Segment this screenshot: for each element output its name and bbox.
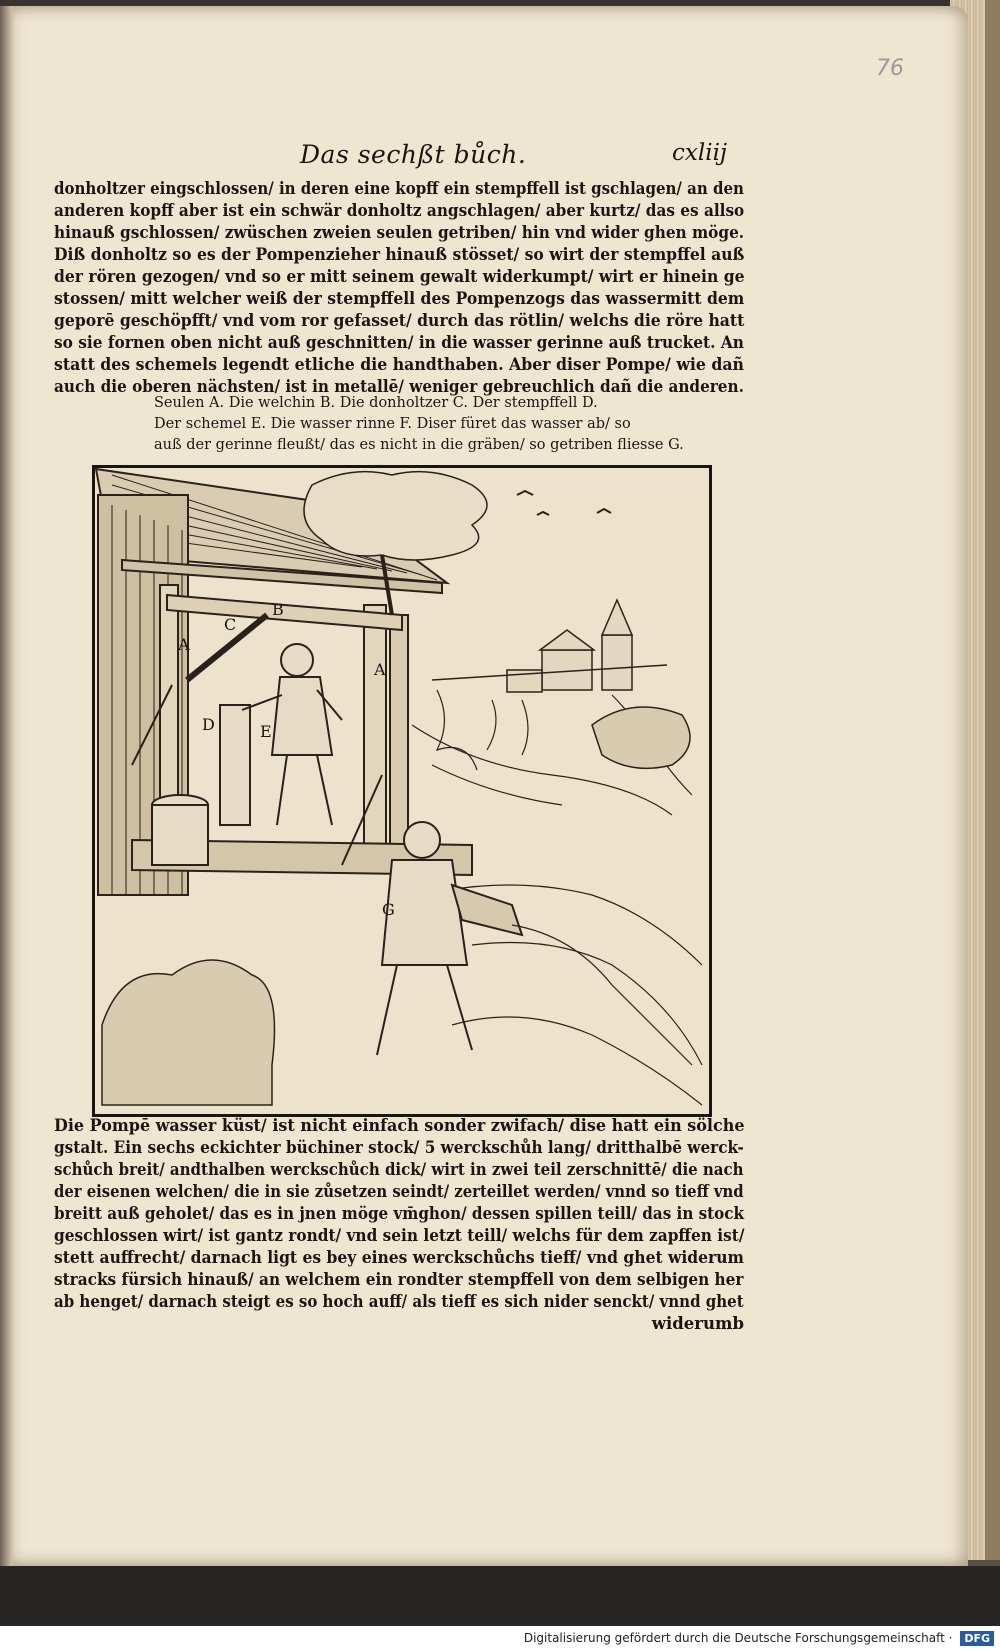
paragraph-top [54, 178, 744, 398]
dfg-logo: DFG [960, 1631, 994, 1646]
gutter-shadow [0, 6, 14, 1566]
figure-legend [154, 393, 684, 456]
letter-b: B [272, 600, 284, 619]
letter-g: G [382, 900, 395, 919]
text-line: Diß donholtz so es der Pompenzieher hinauß stösset/ so wirt der stempffel auß [54, 245, 745, 264]
text-line: donholtzer eingschlossen/ in deren eine kopff ein stempffell ist gschlagen/ an den [54, 179, 744, 198]
text-line: geschlossen wirt/ ist gantz rondt/ vnd sein letzt teill/ welchs für dem zapffen ist/ [54, 1226, 745, 1245]
pencil-page-number: 76 [876, 56, 904, 81]
letter-d: D [202, 715, 215, 734]
text-line: ab henget/ darnach steigt es so hoch auff/ als tieff es sich nider senckt/ vnnd ghet [54, 1292, 744, 1311]
text-line: schůch breit/ andthalben werckschůch dick/ wirt in zwei teil zerschnittē/ die nach [54, 1160, 744, 1179]
paragraph-bottom [54, 1115, 744, 1335]
letter-a-right: A [374, 660, 386, 679]
catchword: widerumb [651, 1314, 744, 1333]
text-line: stossen/ mitt welcher weiß der stempffell des Pompenzogs das wassermitt dem [54, 289, 745, 308]
text-line: der rören gezogen/ vnd so er mitt seinem gewalt widerkumpt/ wirt er hinein ge [54, 267, 745, 286]
legend-line: auß der gerinne fleußt/ das es nicht in die gräben/ so getriben fliesse G. [154, 437, 684, 453]
text-line: hinauß gschlossen/ zwüschen zweien seulen getriben/ hin vnd wider ghen möge. [54, 223, 745, 242]
digitization-credit: Digitalisierung gefördert durch die Deutsche Forschungsgemeinschaft · [523, 1631, 953, 1645]
legend-line: Der schemel E. Die wasser rinne F. Diser füret das wasser ab/ so [154, 416, 631, 432]
book-cover-edge [985, 0, 1000, 1560]
text-line: gstalt. Ein sechs eckichter büchiner stock/ 5 werckschůh lang/ dritthalbē werck- [54, 1138, 744, 1157]
digitization-footer [0, 1626, 1000, 1651]
woodcut-illustration [92, 465, 712, 1117]
text-line: geporē geschöpfft/ vnd vom ror gefasset/ durch das rötlin/ welchs die röre hatt [54, 311, 745, 330]
text-line: stracks fürsich hinauß/ an welchem ein rondter stempffell von dem selbigen her [54, 1270, 744, 1289]
letter-a-left: A [178, 635, 190, 654]
text-line: stett auffrecht/ darnach ligt es bey eines werckschůchs tieff/ vnd ghet widerum [54, 1248, 744, 1267]
folio-number: cxliij [672, 140, 728, 166]
letter-c: C [224, 615, 237, 634]
text-line: auch die oberen nächsten/ ist in metallē/ weniger gebreuchlich dañ die anderen. [54, 377, 744, 396]
legend-line: Seulen A. Die welchin B. Die donholtzer C. Der stempffell D. [154, 395, 598, 411]
text-line: breitt auß geholet/ das es in jnen möge vm̄ghon/ dessen spillen teill/ das in stock [54, 1204, 745, 1223]
scan-bottom-border [0, 1566, 1000, 1626]
text-line: statt des schemels legendt etliche die handthaben. Aber diser Pompe/ wie dañ [54, 355, 744, 374]
text-line: so sie fornen oben nicht auß geschnitten/ in die wasser gerinne auß trucket. An [54, 333, 744, 352]
letter-e: E [260, 722, 272, 741]
text-line: Die Pompē wasser küst/ ist nicht einfach sonder zwifach/ dise hatt ein sölche [54, 1116, 745, 1135]
running-header: Das sechßt bůch. [300, 140, 527, 169]
text-line: der eisenen welchen/ die in sie zůsetzen seindt/ zerteillet werden/ vnnd so tieff vnd [54, 1182, 744, 1201]
text-line: anderen kopff aber ist ein schwär donholtz angschlagen/ aber kurtz/ das es allso [54, 201, 745, 220]
